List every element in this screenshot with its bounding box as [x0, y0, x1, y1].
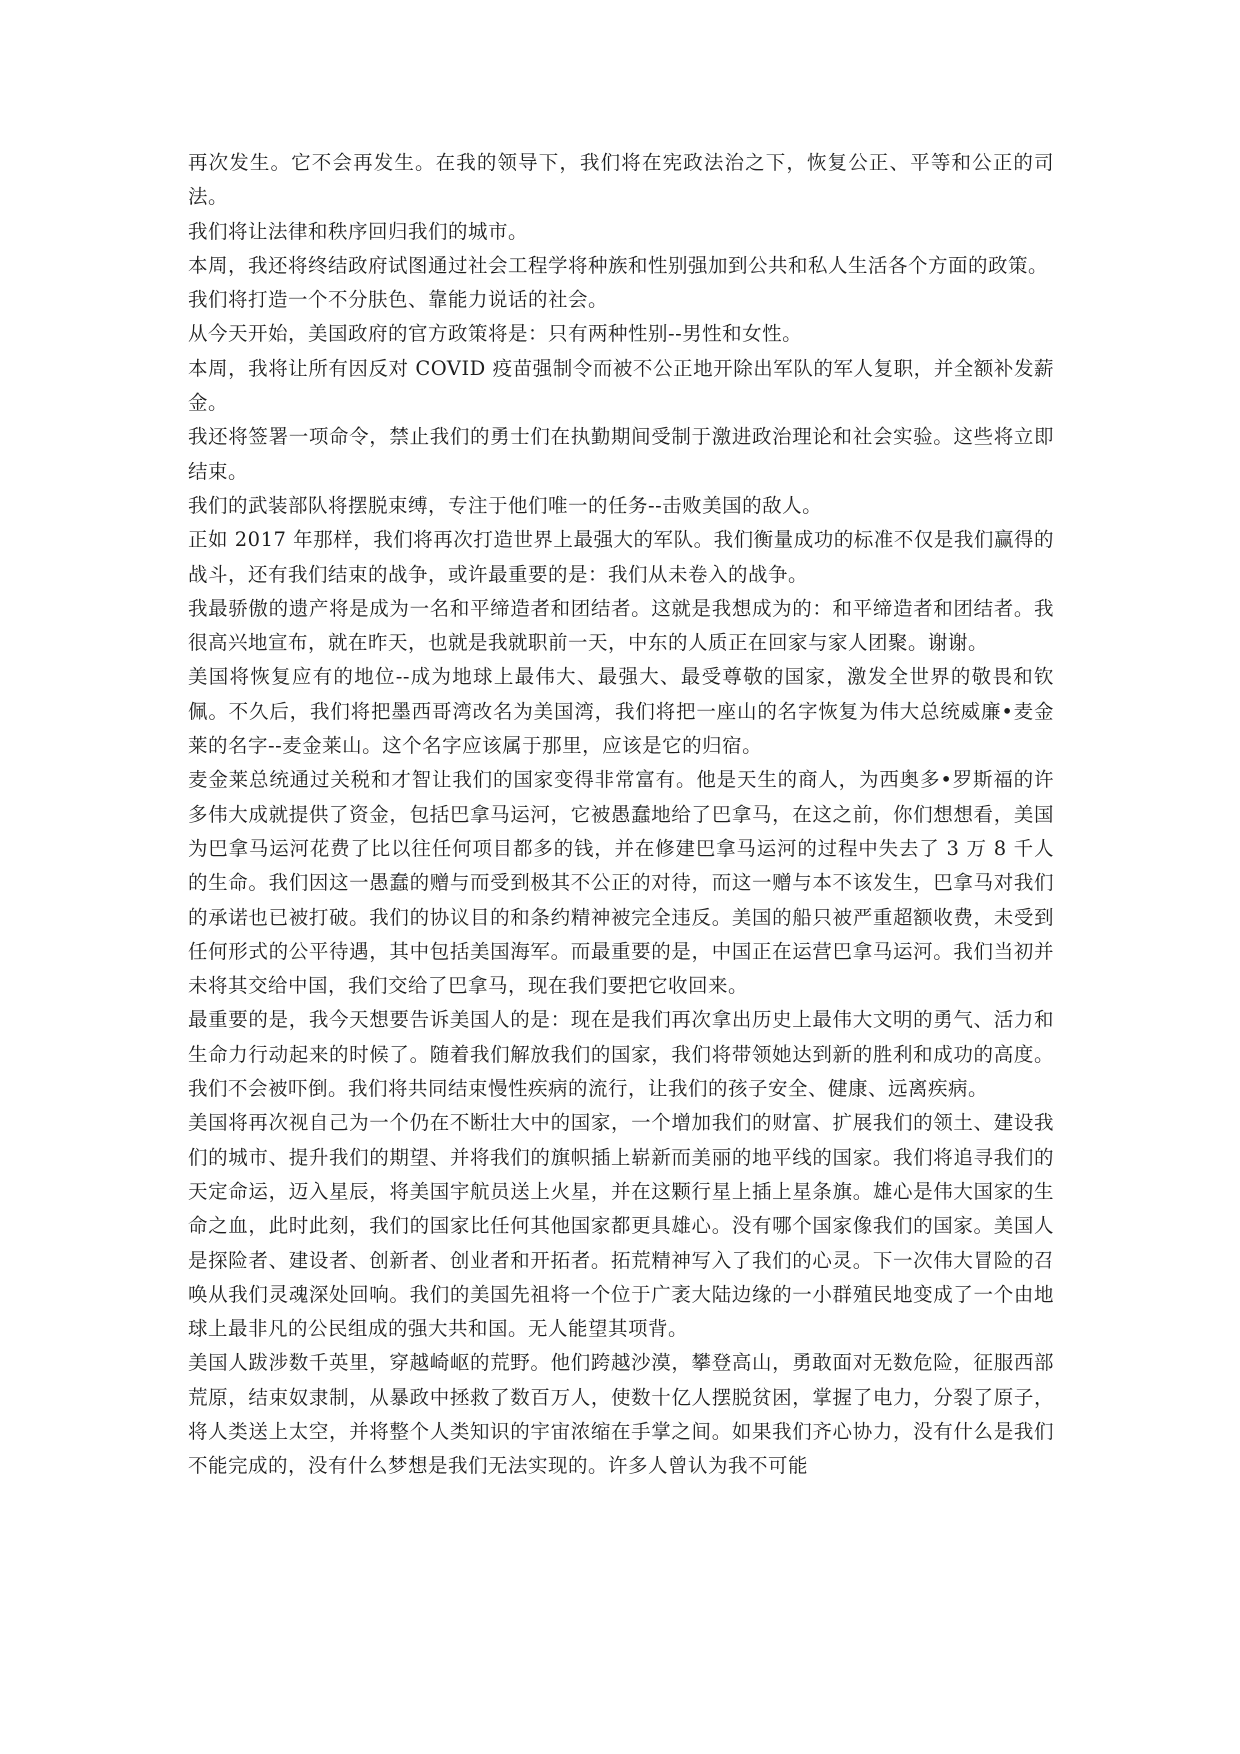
paragraph: 美国将恢复应有的地位--成为地球上最伟大、最强大、最受尊敬的国家，激发全世界的敬畏和钦佩。不久后，我们将把墨西哥湾改名为美国湾，我们将把一座山的名字恢复为伟大总统威廉•麦金莱的名字--麦金莱山。这个名字应该属于那里，应该是它的归宿。	[188, 665, 1054, 758]
paragraph: 本周，我还将终结政府试图通过社会工程学将种族和性别强加到公共和私人生活各个方面的政策。	[188, 253, 1049, 277]
paragraph: 再次发生。它不会再发生。在我的领导下，我们将在宪政法治之下，恢复公正、平等和公正的司法。	[188, 151, 1054, 209]
paragraph: 麦金莱总统通过关税和才智让我们的国家变得非常富有。他是天生的商人，为西奥多•罗斯福的许多伟大成就提供了资金，包括巴拿马运河，它被愚蠢地给了巴拿马，在这之前，你们想想看，美国为巴拿马运河花费了比以往任何项目都多的钱，并在修建巴拿马运河的过程中失去了 3 万 8 千人的生命。我们因这一愚蠢的赠与而受到极其不公正的对待，而这一赠与本不该发生，巴拿马对我们的承诺也已被打破。我们的协议目的和条约精神被完全违反。美国的船只被严重超额收费，未受到任何形式的公平待遇，其中包括美国海军。而最重要的是，中国正在运营巴拿马运河。我们当初并未将其交给中国，我们交给了巴拿马，现在我们要把它收回来。	[188, 768, 1054, 998]
paragraph: 我们将打造一个不分肤色、靠能力说话的社会。	[188, 288, 609, 312]
paragraph: 从今天开始，美国政府的官方政策将是：只有两种性别--男性和女性。	[188, 322, 803, 346]
paragraph: 正如 2017 年那样，我们将再次打造世界上最强大的军队。我们衡量成功的标准不仅是我们赢得的战斗，还有我们结束的战争，或许最重要的是：我们从未卷入的战争。	[188, 528, 1054, 586]
paragraph: 美国将再次视自己为一个仍在不断壮大中的国家，一个增加我们的财富、扩展我们的领土、建设我们的城市、提升我们的期望、并将我们的旗帜插上崭新而美丽的地平线的国家。我们将追寻我们的天定命运，迈入星辰，将美国宇航员送上火星，并在这颗行星上插上星条旗。雄心是伟大国家的生命之血，此时此刻，我们的国家比任何其他国家都更具雄心。没有哪个国家像我们的国家。美国人是探险者、建设者、创新者、创业者和开拓者。拓荒精神写入了我们的心灵。下一次伟大冒险的召唤从我们灵魂深处回响。我们的美国先祖将一个位于广袤大陆边缘的一小群殖民地变成了一个由地球上最非凡的公民组成的强大共和国。无人能望其项背。	[188, 1111, 1054, 1341]
document-page	[188, 146, 1054, 1484]
paragraph: 我还将签署一项命令，禁止我们的勇士们在执勤期间受制于激进政治理论和社会实验。这些将立即结束。	[188, 425, 1054, 483]
paragraph: 本周，我将让所有因反对 COVID 疫苗强制令而被不公正地开除出军队的军人复职，并全额补发薪金。	[188, 356, 1054, 415]
paragraph: 我们的武装部队将摆脱束缚，专注于他们唯一的任务--击败美国的敌人。	[188, 493, 823, 517]
paragraph: 最重要的是，我今天想要告诉美国人的是：现在是我们再次拿出历史上最伟大文明的勇气、活力和生命力行动起来的时候了。随着我们解放我们的国家，我们将带领她达到新的胜利和成功的高度。我们不会被吓倒。我们将共同结束慢性疾病的流行，让我们的孩子安全、健康、远离疾病。	[188, 1008, 1054, 1101]
paragraph: 我们将让法律和秩序回归我们的城市。	[188, 219, 529, 243]
paragraph: 美国人跋涉数千英里，穿越崎岖的荒野。他们跨越沙漠，攀登高山，勇敢面对无数危险，征服西部荒原，结束奴隶制，从暴政中拯救了数百万人，使数十亿人摆脱贫困，掌握了电力，分裂了原子，将人类送上太空，并将整个人类知识的宇宙浓缩在手掌之间。如果我们齐心协力，没有什么是我们不能完成的，没有什么梦想是我们无法实现的。许多人曾认为我不可能	[188, 1351, 1054, 1478]
paragraph: 我最骄傲的遗产将是成为一名和平缔造者和团结者。这就是我想成为的：和平缔造者和团结者。我很高兴地宣布，就在昨天，也就是我就职前一天，中东的人质正在回家与家人团聚。谢谢。	[188, 596, 1054, 655]
